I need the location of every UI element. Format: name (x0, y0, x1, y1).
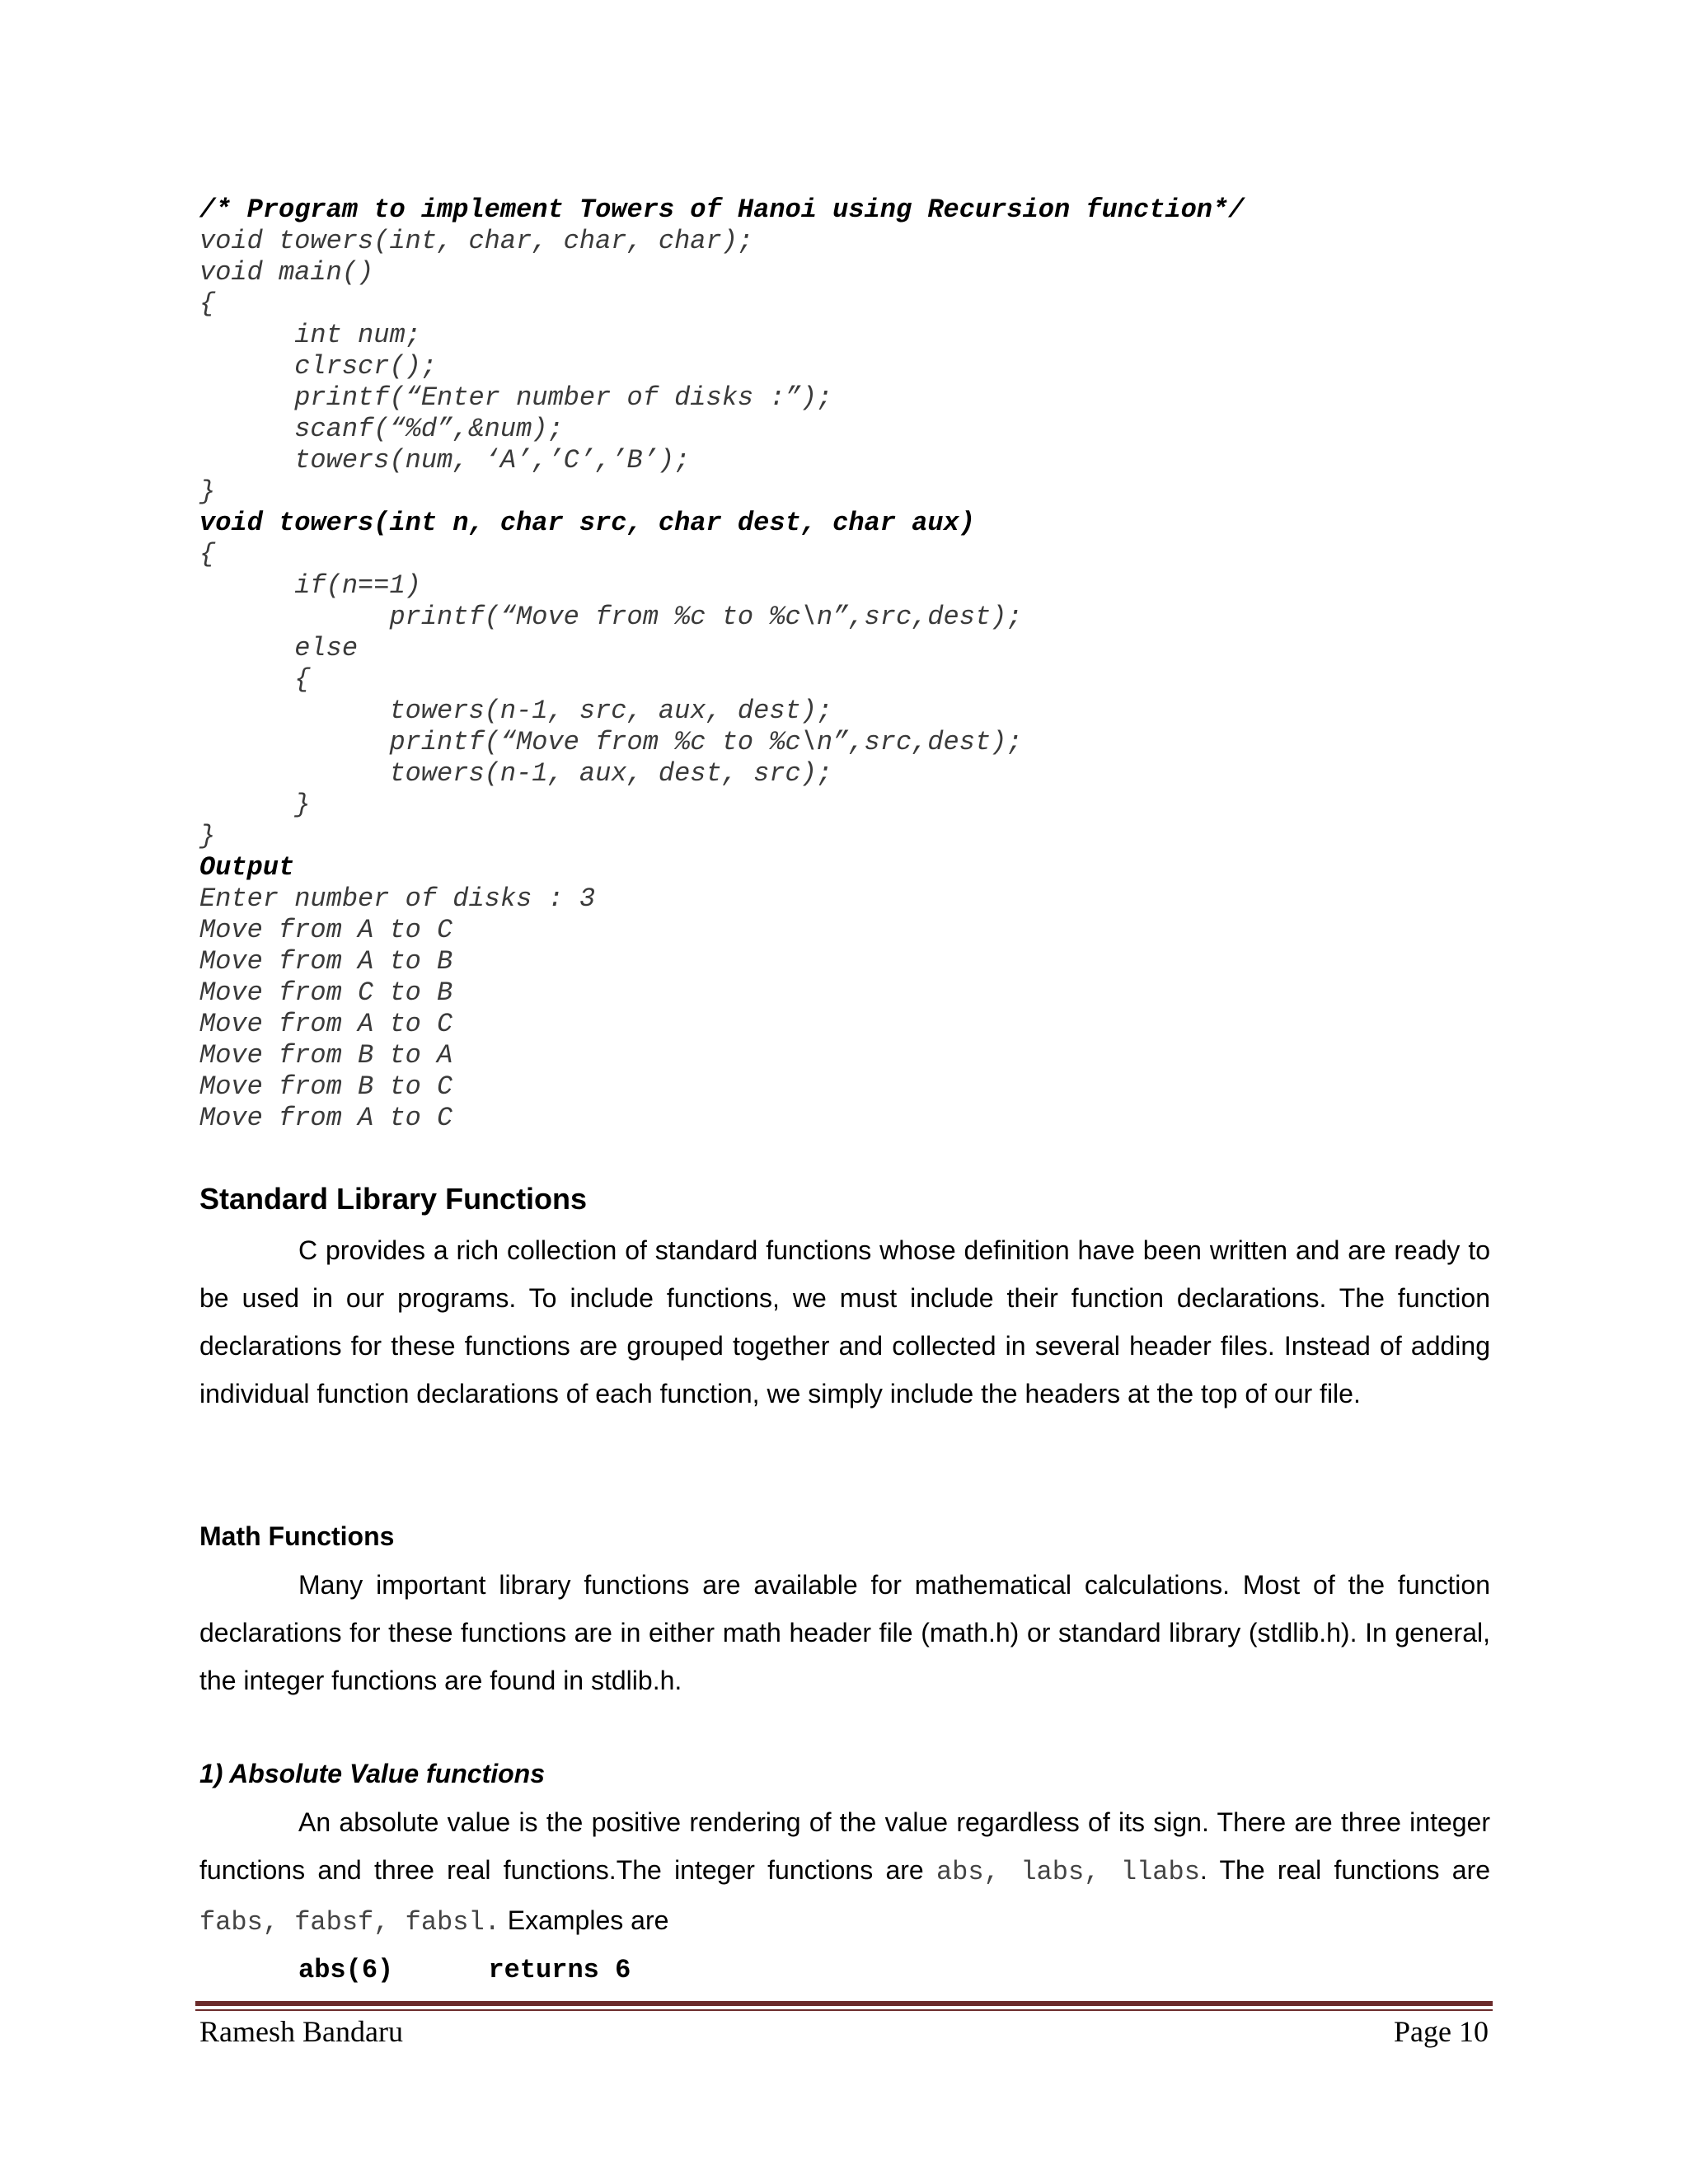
code-line: } (199, 790, 311, 820)
code-line: else (199, 633, 359, 663)
code-line: towers(n-1, src, aux, dest); (199, 696, 833, 726)
code-line: printf(“Move from %c to %c\n”,src,dest); (199, 727, 1023, 757)
real-function-names: fabs, fabsf, fabsl. (199, 1907, 500, 1938)
code-line: Move from B to C (199, 1071, 453, 1102)
code-line: } (199, 821, 216, 851)
code-line: clrscr(); (199, 351, 438, 382)
code-line: Move from A to B (199, 946, 453, 977)
code-line: Move from A to C (199, 915, 453, 945)
code-line: towers(num, ‘A’,’C’,’B’); (199, 445, 691, 476)
code-line: void towers(int, char, char, char); (199, 226, 754, 256)
example-abs: abs(6) returns 6 (298, 1955, 631, 1985)
code-line: if(n==1) (199, 570, 421, 601)
code-line: int num; (199, 320, 421, 350)
code-line: Move from A to C (199, 1103, 453, 1133)
code-line: { (199, 539, 216, 569)
code-block (199, 194, 1551, 1134)
code-line: printf(“Enter number of disks :”); (199, 382, 833, 413)
code-line: { (199, 664, 311, 695)
code-line: scanf(“%d”,&num); (199, 414, 564, 444)
footer-rule-thick (195, 2001, 1493, 2006)
code-line: void towers(int n, char src, char dest, char aux) (199, 508, 975, 538)
heading-absolute-value-functions: 1) Absolute Value functions (199, 1759, 545, 1788)
code-line: } (199, 476, 216, 507)
footer-page-number: Page 10 (1394, 2015, 1489, 2048)
heading-math-functions: Math Functions (199, 1521, 395, 1551)
code-line: Move from C to B (199, 977, 453, 1008)
code-line: { (199, 288, 216, 319)
paragraph-standard-library: C provides a rich collection of standard functions whose definition have been written and are ready to be used in our programs. To include functions, we must include their function declarations. The function declarations for these functions are grouped together and collected in several header files. Instead of adding individual function declarations of each function, we simply include the headers at the top of our file. (199, 1235, 1490, 1408)
code-line: Output (199, 852, 295, 883)
footer-rule-thin (195, 2009, 1493, 2011)
code-line: Enter number of disks : 3 (199, 883, 596, 914)
paragraph-math-functions: Many important library functions are available for mathematical calculations. Most of the function declarations for these functions are in either math header file (math.h) or standard library (stdlib.h). In general, the integer functions are found in stdlib.h. (199, 1570, 1490, 1695)
code-line: printf(“Move from %c to %c\n”,src,dest); (199, 602, 1023, 632)
code-line: Move from B to A (199, 1040, 453, 1071)
code-line: void main() (199, 257, 374, 288)
footer-author: Ramesh Bandaru (199, 2015, 403, 2048)
paragraph-absolute-value (199, 1798, 1490, 1947)
abs-text-1: An absolute value is the positive rendering of the value regardless of its sign. There are three integer functions and three real functions.The integer functions are (199, 1807, 1490, 1885)
integer-function-names: abs, labs, llabs (935, 1857, 1200, 1887)
abs-text-3: Examples are (499, 1905, 669, 1935)
code-line: /* Program to implement Towers of Hanoi using Recursion function*/ (199, 194, 1245, 225)
code-line: Move from A to C (199, 1009, 453, 1039)
heading-standard-library-functions: Standard Library Functions (199, 1182, 588, 1216)
code-line: towers(n-1, aux, dest, src); (199, 758, 833, 789)
abs-text-2: . The real functions are (1199, 1855, 1491, 1885)
